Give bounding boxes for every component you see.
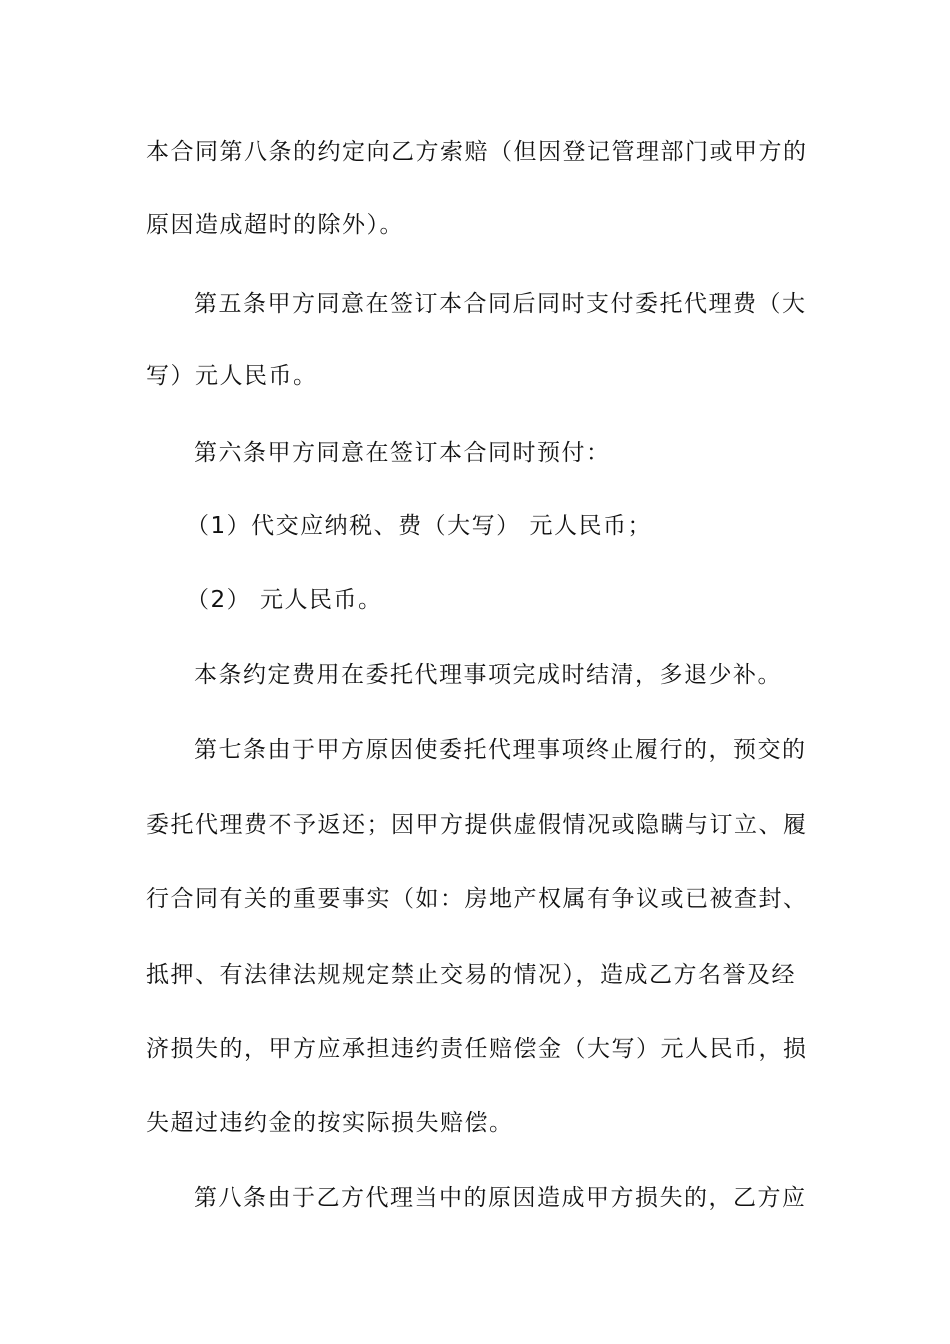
text-line-3: 第五条甲方同意在签订本合同后同时支付委托代理费（大 — [194, 291, 807, 317]
text-line-12: 抵押、有法律法规规定禁止交易的情况），造成乙方名誉及经 — [146, 962, 796, 988]
text-line-15: 第八条由于乙方代理当中的原因造成甲方损失的，乙方应 — [194, 1185, 807, 1211]
text-line-13: 济损失的，甲方应承担违约责任赔偿金（大写）元人民币，损 — [146, 1036, 808, 1062]
text-line-11: 行合同有关的重要事实（如：房地产权属有争议或已被查封、 — [146, 886, 808, 912]
text-line-8: 本条约定费用在委托代理事项完成时结清，多退少补。 — [194, 662, 782, 688]
text-line-4: 写）元人民币。 — [146, 363, 318, 389]
text-line-7: （2） 元人民币。 — [186, 587, 383, 613]
text-line-10: 委托代理费不予返还；因甲方提供虚假情况或隐瞒与订立、履 — [146, 812, 808, 838]
text-line-1: 本合同第八条的约定向乙方索赔（但因登记管理部门或甲方的 — [146, 139, 808, 165]
text-line-6: （1）代交应纳税、费（大写） 元人民币； — [186, 513, 652, 539]
text-line-9: 第七条由于甲方原因使委托代理事项终止履行的，预交的 — [194, 737, 807, 763]
text-line-5: 第六条甲方同意在签订本合同时预付： — [194, 440, 611, 466]
text-line-2: 原因造成超时的除外）。 — [146, 212, 404, 238]
text-line-14: 失超过违约金的按实际损失赔偿。 — [146, 1110, 514, 1136]
